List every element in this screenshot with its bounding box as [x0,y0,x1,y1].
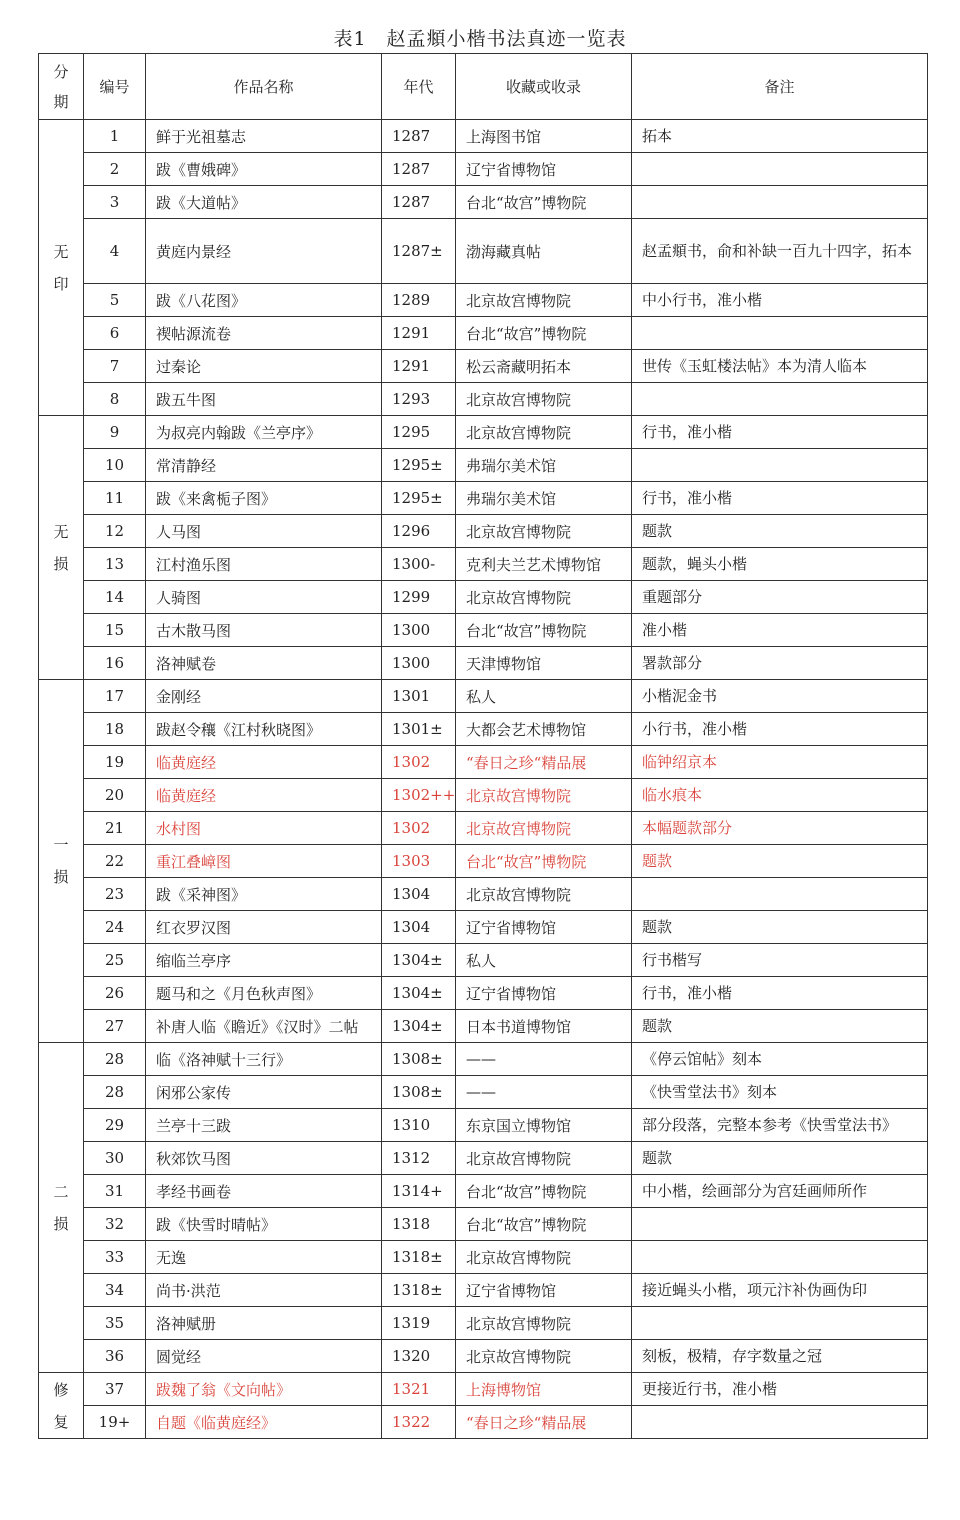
collection-cell: 辽宁省博物馆 [456,153,632,186]
note-cell: 临水痕本 [632,779,928,812]
table-row [39,515,928,548]
year-cell: 1320 [382,1340,456,1373]
note-cell: 行书楷写 [632,944,928,977]
note-cell [632,383,928,416]
no-cell: 10 [84,449,146,482]
collection-cell: 上海博物馆 [456,1373,632,1406]
no-cell: 27 [84,1010,146,1043]
note-cell: 《停云馆帖》刻本 [632,1043,928,1076]
year-cell: 1299 [382,581,456,614]
collection-cell: 北京故宫博物院 [456,416,632,449]
note-cell [632,878,928,911]
collection-cell: 台北“故宫”博物院 [456,845,632,878]
name-cell: 跋《大道帖》 [146,186,382,219]
year-cell: 1300 [382,614,456,647]
collection-cell: 日本书道博物馆 [456,1010,632,1043]
collection-cell: 北京故宫博物院 [456,515,632,548]
no-cell: 21 [84,812,146,845]
no-cell: 11 [84,482,146,515]
note-cell: 临钟绍京本 [632,746,928,779]
note-cell [632,1208,928,1241]
header-collection: 收藏或收录 [456,54,632,120]
year-cell: 1302 [382,746,456,779]
table-row [39,746,928,779]
name-cell: 临黄庭经 [146,746,382,779]
year-cell: 1318 [382,1208,456,1241]
table-row [39,482,928,515]
table-row [39,153,928,186]
collection-cell: 东京国立博物馆 [456,1109,632,1142]
year-cell: 1291 [382,317,456,350]
name-cell: 无逸 [146,1241,382,1274]
collection-cell: 北京故宫博物院 [456,812,632,845]
collection-cell: 北京故宫博物院 [456,1307,632,1340]
no-cell: 30 [84,1142,146,1175]
header-period: 分期 [39,54,84,120]
name-cell: 跋魏了翁《文向帖》 [146,1373,382,1406]
period-cell: 无损 [39,416,84,680]
period-cell: 一损 [39,680,84,1043]
no-cell: 37 [84,1373,146,1406]
note-cell: 中小行书，准小楷 [632,284,928,317]
table-row [39,1208,928,1241]
table-row [39,944,928,977]
no-cell: 9 [84,416,146,449]
year-cell: 1295± [382,482,456,515]
name-cell: 临《洛神赋十三行》 [146,1043,382,1076]
collection-cell: 北京故宫博物院 [456,779,632,812]
no-cell: 7 [84,350,146,383]
year-cell: 1295 [382,416,456,449]
header-row [39,54,928,120]
collection-cell: 大都会艺术博物馆 [456,713,632,746]
no-cell: 32 [84,1208,146,1241]
no-cell: 8 [84,383,146,416]
year-cell: 1295± [382,449,456,482]
name-cell: 跋赵令穰《江村秋晓图》 [146,713,382,746]
note-cell: 赵孟頫书，俞和补缺一百九十四字，拓本 [632,219,928,284]
name-cell: 跋《采神图》 [146,878,382,911]
no-cell: 19 [84,746,146,779]
table-row [39,845,928,878]
note-cell: 拓本 [632,120,928,153]
table-row [39,284,928,317]
note-cell: 题款 [632,1142,928,1175]
year-cell: 1314+ [382,1175,456,1208]
year-cell: 1308± [382,1076,456,1109]
name-cell: 跋《曹娥碑》 [146,153,382,186]
year-cell: 1296 [382,515,456,548]
no-cell: 16 [84,647,146,680]
table-row [39,317,928,350]
name-cell: 秋郊饮马图 [146,1142,382,1175]
header-year: 年代 [382,54,456,120]
table-row [39,350,928,383]
collection-cell: 辽宁省博物馆 [456,911,632,944]
year-cell: 1319 [382,1307,456,1340]
note-cell [632,153,928,186]
note-cell: 本幅题款部分 [632,812,928,845]
note-cell: 刻板，极精，存字数量之冠 [632,1340,928,1373]
year-cell: 1312 [382,1142,456,1175]
note-cell: 接近蝇头小楷，项元汴补伪画伪印 [632,1274,928,1307]
collection-cell: 北京故宫博物院 [456,1142,632,1175]
year-cell: 1291 [382,350,456,383]
table-row [39,120,928,153]
collection-cell: 台北“故宫”博物院 [456,186,632,219]
name-cell: 跋五牛图 [146,383,382,416]
collection-cell: 克利夫兰艺术博物馆 [456,548,632,581]
name-cell: 跋《快雪时晴帖》 [146,1208,382,1241]
note-cell: 重题部分 [632,581,928,614]
name-cell: 为叔亮内翰跋《兰亭序》 [146,416,382,449]
collection-cell: 弗瑞尔美术馆 [456,482,632,515]
table-row [39,911,928,944]
table-row [39,383,928,416]
name-cell: 孝经书画卷 [146,1175,382,1208]
note-cell: 世传《玉虹楼法帖》本为清人临本 [632,350,928,383]
year-cell: 1287 [382,186,456,219]
note-cell: 《快雪堂法书》刻本 [632,1076,928,1109]
no-cell: 25 [84,944,146,977]
year-cell: 1304± [382,977,456,1010]
name-cell: 重江叠嶂图 [146,845,382,878]
header-name: 作品名称 [146,54,382,120]
no-cell: 6 [84,317,146,350]
table-row [39,416,928,449]
year-cell: 1293 [382,383,456,416]
year-cell: 1289 [382,284,456,317]
header-no: 编号 [84,54,146,120]
collection-cell: 上海图书馆 [456,120,632,153]
table-row [39,1340,928,1373]
period-cell: 无印 [39,120,84,416]
name-cell: 古木散马图 [146,614,382,647]
collection-cell: 台北“故宫”博物院 [456,1208,632,1241]
table-row [39,647,928,680]
collection-cell: —— [456,1043,632,1076]
no-cell: 15 [84,614,146,647]
note-cell [632,449,928,482]
table-row [39,977,928,1010]
name-cell: 尚书·洪范 [146,1274,382,1307]
name-cell: 常清静经 [146,449,382,482]
table-row [39,614,928,647]
year-cell: 1321 [382,1373,456,1406]
table-row [39,812,928,845]
no-cell: 3 [84,186,146,219]
table-row [39,1241,928,1274]
table-row [39,1373,928,1406]
no-cell: 28 [84,1076,146,1109]
no-cell: 18 [84,713,146,746]
year-cell: 1300 [382,647,456,680]
no-cell: 31 [84,1175,146,1208]
note-cell: 更接近行书，准小楷 [632,1373,928,1406]
no-cell: 12 [84,515,146,548]
no-cell: 5 [84,284,146,317]
table-row [39,1142,928,1175]
note-cell [632,1241,928,1274]
name-cell: 缩临兰亭序 [146,944,382,977]
table-body [39,120,928,1439]
name-cell: 水村图 [146,812,382,845]
no-cell: 20 [84,779,146,812]
table-row [39,779,928,812]
note-cell: 小楷泥金书 [632,680,928,713]
collection-cell: 北京故宫博物院 [456,383,632,416]
year-cell: 1304 [382,878,456,911]
year-cell: 1301 [382,680,456,713]
table-row [39,581,928,614]
table-row [39,1076,928,1109]
name-cell: 人骑图 [146,581,382,614]
name-cell: 江村渔乐图 [146,548,382,581]
year-cell: 1310 [382,1109,456,1142]
no-cell: 35 [84,1307,146,1340]
collection-cell: 弗瑞尔美术馆 [456,449,632,482]
note-cell: 行书，准小楷 [632,482,928,515]
year-cell: 1287 [382,153,456,186]
note-cell: 题款 [632,1010,928,1043]
collection-cell: 台北“故宫”博物院 [456,614,632,647]
no-cell: 26 [84,977,146,1010]
note-cell: 题款，蝇头小楷 [632,548,928,581]
collection-cell: 私人 [456,680,632,713]
name-cell: 洛神赋册 [146,1307,382,1340]
table-row [39,1043,928,1076]
note-cell [632,317,928,350]
name-cell: 题马和之《月色秋声图》 [146,977,382,1010]
table-row [39,449,928,482]
no-cell: 33 [84,1241,146,1274]
year-cell: 1302++ [382,779,456,812]
table-row [39,1406,928,1439]
name-cell: 跋《八花图》 [146,284,382,317]
no-cell: 19+ [84,1406,146,1439]
note-cell: 部分段落，完整本参考《快雪堂法书》 [632,1109,928,1142]
period-cell: 二损 [39,1043,84,1373]
no-cell: 14 [84,581,146,614]
collection-cell: 北京故宫博物院 [456,284,632,317]
collection-cell: —— [456,1076,632,1109]
collection-cell: 辽宁省博物馆 [456,1274,632,1307]
year-cell: 1304± [382,1010,456,1043]
table-row [39,680,928,713]
year-cell: 1318± [382,1241,456,1274]
name-cell: 圆觉经 [146,1340,382,1373]
table-row [39,713,928,746]
no-cell: 4 [84,219,146,284]
name-cell: 补唐人临《瞻近》《汉时》二帖 [146,1010,382,1043]
year-cell: 1287 [382,120,456,153]
year-cell: 1308± [382,1043,456,1076]
header-note: 备注 [632,54,928,120]
collection-cell: 台北“故宫”博物院 [456,1175,632,1208]
collection-cell: 北京故宫博物院 [456,1340,632,1373]
name-cell: 临黄庭经 [146,779,382,812]
note-cell [632,1406,928,1439]
table-row [39,186,928,219]
table-row [39,878,928,911]
no-cell: 36 [84,1340,146,1373]
year-cell: 1303 [382,845,456,878]
name-cell: 禊帖源流卷 [146,317,382,350]
note-cell: 行书，准小楷 [632,977,928,1010]
collection-cell: 私人 [456,944,632,977]
year-cell: 1318± [382,1274,456,1307]
note-cell: 小行书，准小楷 [632,713,928,746]
name-cell: 鲜于光祖墓志 [146,120,382,153]
no-cell: 13 [84,548,146,581]
year-cell: 1302 [382,812,456,845]
year-cell: 1304± [382,944,456,977]
name-cell: 人马图 [146,515,382,548]
table-row [39,1307,928,1340]
name-cell: 自题《临黄庭经》 [146,1406,382,1439]
year-cell: 1304 [382,911,456,944]
collection-cell: 渤海藏真帖 [456,219,632,284]
name-cell: 过秦论 [146,350,382,383]
no-cell: 24 [84,911,146,944]
year-cell: 1301± [382,713,456,746]
no-cell: 28 [84,1043,146,1076]
name-cell: 黄庭内景经 [146,219,382,284]
period-cell: 修复 [39,1373,84,1439]
note-cell: 题款 [632,845,928,878]
calligraphy-table [38,53,928,1439]
collection-cell: “春日之珍“精品展 [456,746,632,779]
name-cell: 金刚经 [146,680,382,713]
year-cell: 1300- [382,548,456,581]
year-cell: 1322 [382,1406,456,1439]
no-cell: 17 [84,680,146,713]
name-cell: 兰亭十三跋 [146,1109,382,1142]
note-cell: 行书，准小楷 [632,416,928,449]
no-cell: 2 [84,153,146,186]
table-row [39,1274,928,1307]
collection-cell: 北京故宫博物院 [456,1241,632,1274]
table-row [39,1109,928,1142]
table-row [39,1175,928,1208]
name-cell: 洛神赋卷 [146,647,382,680]
note-cell: 准小楷 [632,614,928,647]
collection-cell: 天津博物馆 [456,647,632,680]
note-cell [632,1307,928,1340]
name-cell: 闲邪公家传 [146,1076,382,1109]
name-cell: 红衣罗汉图 [146,911,382,944]
note-cell: 题款 [632,515,928,548]
name-cell: 跋《来禽栀子图》 [146,482,382,515]
collection-cell: “春日之珍“精品展 [456,1406,632,1439]
no-cell: 29 [84,1109,146,1142]
note-cell: 中小楷，绘画部分为宫廷画师所作 [632,1175,928,1208]
collection-cell: 北京故宫博物院 [456,878,632,911]
note-cell [632,186,928,219]
no-cell: 1 [84,120,146,153]
collection-cell: 北京故宫博物院 [456,581,632,614]
no-cell: 34 [84,1274,146,1307]
table-title: 表1 赵孟頫小楷书法真迹一览表 [333,28,627,50]
no-cell: 22 [84,845,146,878]
collection-cell: 辽宁省博物馆 [456,977,632,1010]
note-cell: 署款部分 [632,647,928,680]
note-cell: 题款 [632,911,928,944]
collection-cell: 台北“故宫”博物院 [456,317,632,350]
year-cell: 1287± [382,219,456,284]
table-row [39,1010,928,1043]
table-row [39,219,928,284]
collection-cell: 松云斋藏明拓本 [456,350,632,383]
no-cell: 23 [84,878,146,911]
table-row [39,548,928,581]
